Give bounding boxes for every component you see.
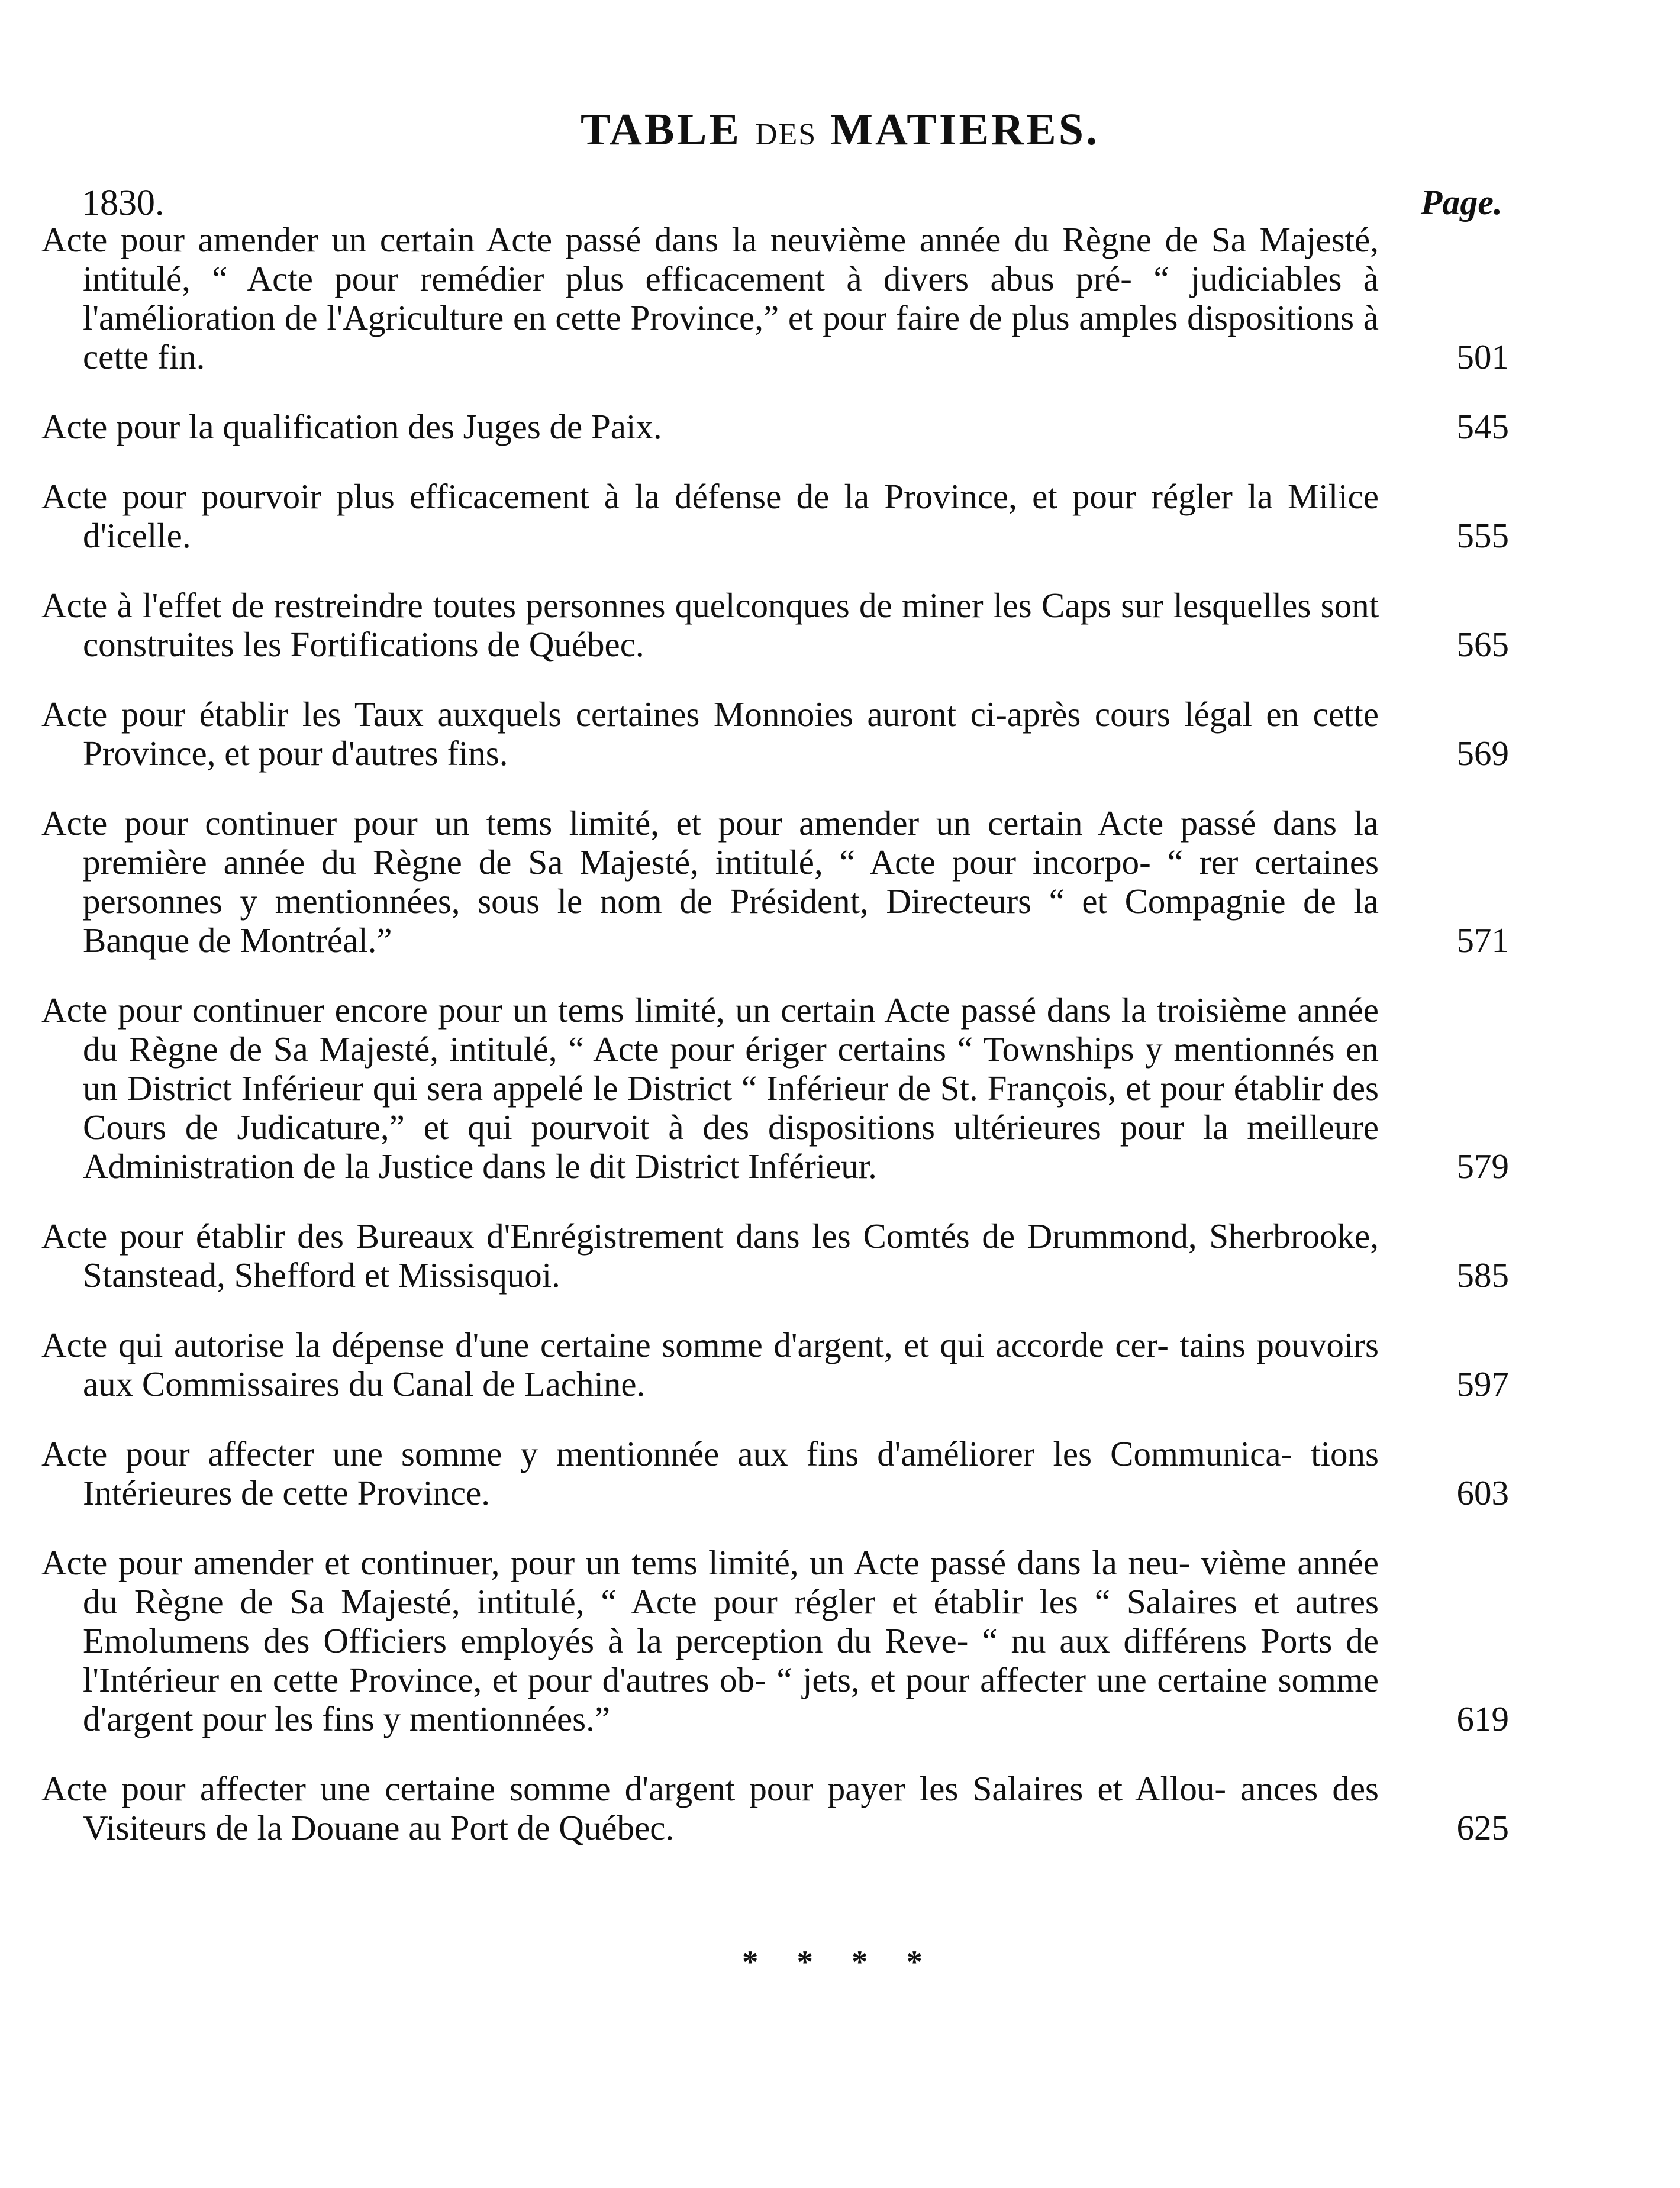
- entry-text: Acte pour continuer pour un tems limité, et pour amender un certain Acte passé dans la première année du Règne de Sa Majesté, intitulé, “ Acte pour incorpo- “ rer certaines personnes y mentionnées, sous le nom de Président, Directeurs “ et Compagnie de la Banque de Montréal.”: [41, 803, 1379, 960]
- toc-entry: [41, 990, 1509, 1186]
- entry-page-number: 625: [1456, 1808, 1509, 1847]
- toc-entry: [41, 695, 1509, 773]
- entry-text: Acte à l'effet de restreindre toutes personnes quelconques de miner les Caps sur lesquelles sont construites les Fortifications de Québec.: [41, 586, 1379, 664]
- page-title: [0, 104, 1680, 156]
- entry-page-number: 619: [1456, 1699, 1509, 1738]
- entry-page-number: 501: [1456, 337, 1509, 376]
- toc-entry: [41, 220, 1509, 376]
- entry-text: Acte qui autorise la dépense d'une certaine somme d'argent, et qui accorde cer- tains pouvoirs aux Commissaires du Canal de Lachine.: [41, 1325, 1379, 1403]
- entry-text: Acte pour amender un certain Acte passé dans la neuvième année du Règne de Sa Majesté, intitulé, “ Acte pour remédier plus efficacement à divers abus pré- “ judiciables à l'amélioration de l'Agriculture en cette Province,” et pour faire de plus amples dispositions à cette fin.: [41, 220, 1379, 376]
- entry-page-number: 545: [1456, 407, 1509, 446]
- entry-text: Acte pour continuer encore pour un tems limité, un certain Acte passé dans la troisième année du Règne de Sa Majesté, intitulé, “ Acte pour ériger certains “ Townships y mentionnés en un District Inférieur qui sera appelé le District “ Inférieur de St. François, et pour établir des Cours de Judicature,” et qui pourvoit à des dispositions ultérieures pour la meilleure Administration de la Justice dans le dit District Inférieur.: [41, 990, 1379, 1186]
- toc-entry: [41, 803, 1509, 960]
- toc-entry: [41, 1543, 1509, 1738]
- toc-entry: [41, 586, 1509, 664]
- table-of-contents: [41, 220, 1509, 1878]
- toc-entry: [41, 1325, 1509, 1403]
- entry-page-number: 565: [1456, 625, 1509, 664]
- title-main-1: TABLE: [580, 105, 741, 154]
- toc-entry: [41, 407, 1509, 446]
- toc-entry: [41, 1434, 1509, 1512]
- entry-text: Acte pour affecter une somme y mentionnée aux fins d'améliorer les Communica- tions Intérieures de cette Province.: [41, 1434, 1379, 1512]
- entry-page-number: 579: [1456, 1147, 1509, 1186]
- entry-page-number: 555: [1456, 516, 1509, 555]
- toc-entry: [41, 1216, 1509, 1295]
- entry-text: Acte pour amender et continuer, pour un tems limité, un Acte passé dans la neu- vième année du Règne de Sa Majesté, intitulé, “ Acte pour régler et établir les “ Salaires et autres Emolumens des Officiers employés à la perception du Reve- “ nu aux différens Ports de l'Intérieur en cette Province, et pour d'autres ob- “ jets, et pour affecter une certaine somme d'argent pour les fins y mentionnées.”: [41, 1543, 1379, 1738]
- entry-page-number: 571: [1456, 921, 1509, 960]
- title-main-2: MATIERES.: [830, 105, 1100, 154]
- page-column-header: Page.: [1420, 183, 1502, 222]
- entry-text: Acte pour affecter une certaine somme d'argent pour payer les Salaires et Allou- ances des Visiteurs de la Douane au Port de Québec.: [41, 1769, 1379, 1847]
- entry-page-number: 597: [1456, 1364, 1509, 1403]
- title-small: DES: [754, 118, 817, 151]
- footer-ornament: * * * *: [742, 1944, 938, 1980]
- entry-text: Acte pour pourvoir plus efficacement à la défense de la Province, et pour régler la Milice d'icelle.: [41, 477, 1379, 555]
- entry-text: Acte pour établir les Taux auxquels certaines Monnoies auront ci-après cours légal en cette Province, et pour d'autres fins.: [41, 695, 1379, 773]
- entry-text: Acte pour établir des Bureaux d'Enrégistrement dans les Comtés de Drummond, Sherbrooke, Stanstead, Shefford et Missisquoi.: [41, 1216, 1379, 1295]
- toc-entry: [41, 477, 1509, 555]
- entry-page-number: 585: [1456, 1256, 1509, 1295]
- year-label: 1830.: [82, 183, 165, 223]
- entry-text: Acte pour la qualification des Juges de Paix.: [41, 407, 662, 446]
- entry-page-number: 569: [1456, 734, 1509, 773]
- toc-entry: [41, 1769, 1509, 1847]
- entry-page-number: 603: [1456, 1473, 1509, 1512]
